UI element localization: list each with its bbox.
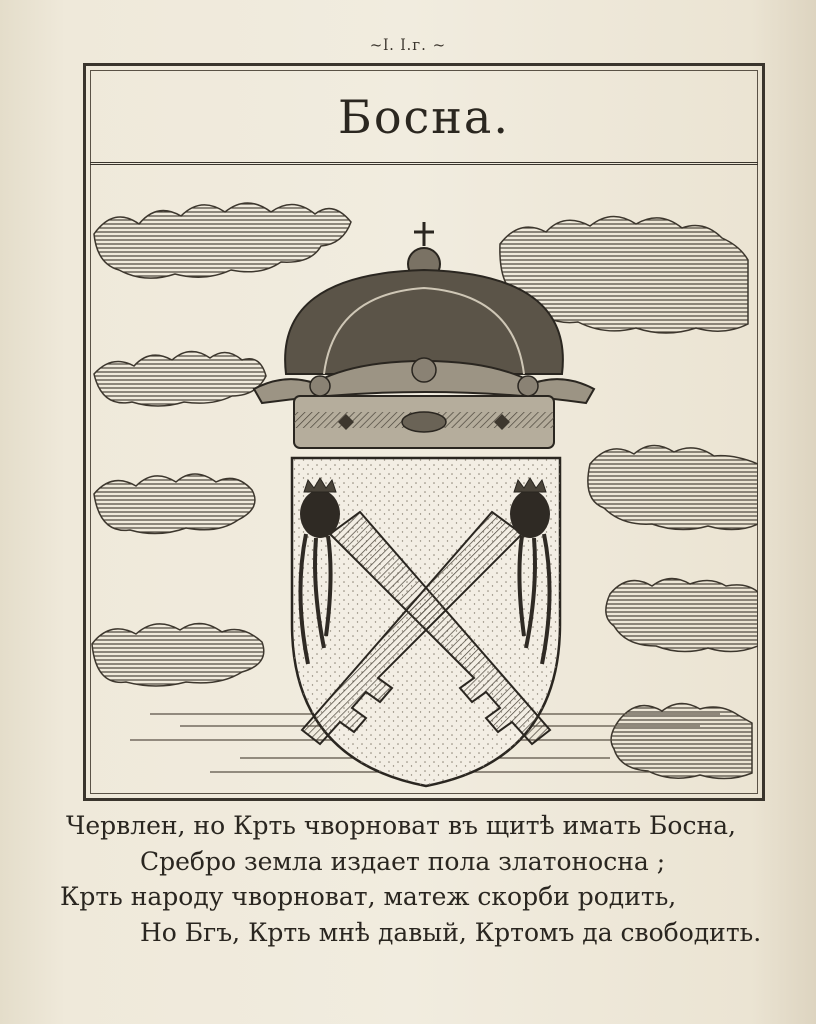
cloud-icon: [94, 203, 351, 278]
page-number: ~ӏ. ӏ.г. ~: [369, 36, 447, 54]
verse-line: Крть народу чворноват, матеж скорби родить,: [60, 882, 677, 911]
cloud-icon: [606, 578, 758, 651]
coat-of-arms-scene: [90, 174, 758, 796]
cloud-icon: [611, 703, 752, 778]
title-band: [90, 70, 758, 165]
cloud-icon: [92, 623, 264, 686]
cloud-icon: [94, 351, 266, 406]
page-title: Босна.: [338, 90, 510, 144]
cloud-icon: [588, 445, 758, 529]
engraving-frame: [83, 63, 765, 801]
verse-line: Червлен, но Крть чворноват въ щитѣ имать Босна,: [66, 811, 736, 840]
verse-line: Сребро земла издает пола златоносна ;: [140, 846, 666, 876]
verse-line: Но Бгъ, Крть мнѣ давый, Кртомъ да свободить.: [140, 917, 762, 947]
cloud-icon: [94, 474, 255, 534]
verse-block: [60, 808, 780, 950]
